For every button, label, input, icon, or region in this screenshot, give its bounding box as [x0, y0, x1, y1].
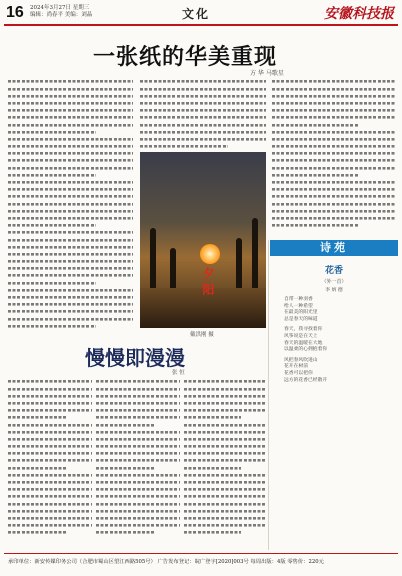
page-number: 16	[6, 4, 24, 21]
footer-rule	[4, 553, 398, 554]
editor-line: 编辑：尚春平 美编：刘晶	[30, 12, 93, 18]
sidebar-heading: 诗苑	[270, 240, 398, 256]
footer-info: 承印单位：新安传媒印务公司（合肥市蜀山区望江西路505号） 广告发布登记：皖广登字[2020]003号 每周出版：4版 零售价：220元	[8, 559, 324, 565]
poem-title: 花香	[324, 266, 343, 276]
poem-line: 风把春风吹进山	[284, 357, 318, 363]
poem-line: 远方的花香已经散开	[284, 377, 328, 383]
sun-image	[200, 244, 220, 264]
article2-column-3	[184, 378, 266, 550]
poem-subtitle: （外一首）	[321, 279, 347, 285]
poem-line: 在最美的阳光里	[284, 310, 318, 316]
article1-headline: 一张纸的华美重现	[92, 45, 277, 70]
article2-headline: 慢慢即漫漫	[85, 346, 185, 370]
masthead	[0, 0, 402, 26]
sunset-photo	[140, 152, 266, 328]
newspaper-logo: 安徽科技报	[324, 6, 394, 22]
poem-line: 花香可以把你	[284, 370, 313, 376]
poetry-sidebar	[270, 240, 398, 540]
poem-line: 总是春天的味道	[284, 316, 318, 322]
poem-line: 自带一种羽香	[284, 297, 313, 302]
poem-line: 以温柔的心拥抱着你	[284, 347, 328, 353]
header-rule	[4, 24, 398, 26]
article1-column-2	[140, 78, 266, 150]
date-line: 2024年3月27日 星期三	[30, 5, 90, 11]
article2-byline: 张 恒	[172, 370, 185, 376]
poem-line: 花开在树前	[284, 364, 308, 370]
article2-column-1	[8, 378, 92, 550]
poem-line: 风筝说是在天上	[284, 333, 318, 339]
date-info	[30, 5, 92, 19]
photo-credit: 戴洪刚 摄	[190, 332, 214, 338]
poem-body	[270, 297, 398, 384]
article1-byline: 方 华 马歌星	[250, 70, 284, 77]
poem-line: 春天，我寻找着你	[284, 327, 323, 333]
poem-line: 春天的温暖在大地	[284, 340, 323, 346]
tree-silhouette	[252, 218, 258, 298]
poem-line: 给人一种希望	[284, 303, 313, 309]
article1-column-3	[272, 78, 396, 238]
article1-column-1	[8, 78, 133, 336]
column-divider	[268, 240, 269, 550]
photo-title: 夕阳	[201, 267, 215, 299]
section-title: 文化	[182, 7, 211, 21]
poem-author: 李 炳 德	[325, 288, 343, 293]
article2-column-2	[96, 378, 180, 550]
